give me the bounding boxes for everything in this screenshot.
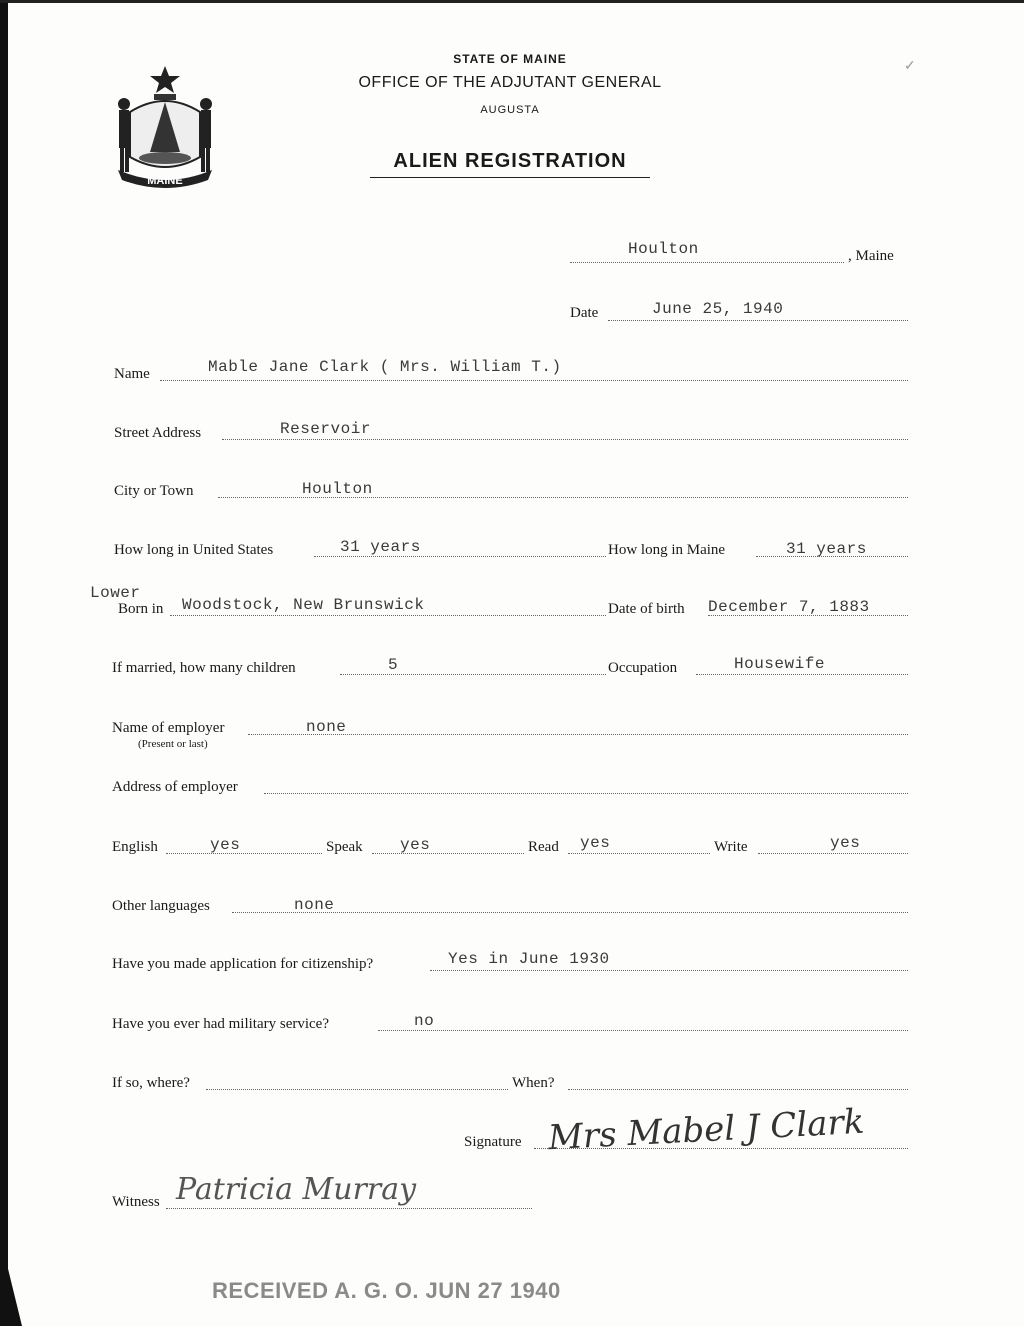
location-suffix: , Maine <box>848 248 894 264</box>
scan-corner <box>0 1236 22 1326</box>
name-value: Mable Jane Clark ( Mrs. William T.) <box>208 358 562 376</box>
english-label: English <box>112 839 158 855</box>
citizenship-label: Have you made application for citizenship? <box>112 956 374 972</box>
header-city: AUGUSTA <box>480 104 540 116</box>
employer-value: none <box>306 718 347 736</box>
maine-duration-label: How long in Maine <box>608 542 726 558</box>
born-line <box>170 615 606 616</box>
scan-top-edge <box>0 0 1024 3</box>
header-office: OFFICE OF THE ADJUTANT GENERAL <box>358 74 662 91</box>
other-languages-value: none <box>294 896 335 914</box>
children-value: 5 <box>388 656 399 674</box>
signature-label: Signature <box>464 1134 522 1150</box>
date-label: Date <box>570 305 599 321</box>
employer-label: Name of employer <box>112 720 225 736</box>
where-label: If so, where? <box>112 1075 190 1091</box>
english-line <box>166 853 322 854</box>
employer-address-label: Address of employer <box>112 779 238 795</box>
speak-line <box>372 853 524 854</box>
born-value: Woodstock, New Brunswick <box>182 596 425 614</box>
city-value: Houlton <box>302 480 373 498</box>
write-line <box>758 853 908 854</box>
dob-label: Date of birth <box>608 601 685 617</box>
speak-value: yes <box>400 836 431 854</box>
maine-duration-value: 31 years <box>786 540 867 558</box>
occupation-line <box>696 674 908 675</box>
write-label: Write <box>714 839 748 855</box>
form-title: ALIEN REGISTRATION <box>370 150 650 178</box>
other-languages-label: Other languages <box>112 898 210 914</box>
street-value: Reservoir <box>280 420 371 438</box>
location-line <box>570 262 844 263</box>
witness-line <box>166 1208 532 1209</box>
military-value: no <box>414 1012 435 1030</box>
header-state: STATE OF MAINE <box>453 52 567 66</box>
english-value: yes <box>210 836 241 854</box>
seal-banner-text: MAINE <box>147 175 183 187</box>
employer-line <box>248 734 908 735</box>
read-value: yes <box>580 834 611 852</box>
occupation-value: Housewife <box>734 655 825 673</box>
children-line <box>340 674 606 675</box>
scan-left-edge <box>0 0 8 1326</box>
witness-label: Witness <box>112 1194 160 1210</box>
us-duration-label: How long in United States <box>114 542 274 558</box>
children-label: If married, how many children <box>112 660 296 676</box>
street-line <box>222 439 908 440</box>
date-line <box>608 320 908 321</box>
date-value: June 25, 1940 <box>652 300 784 318</box>
signature-handwritten: Mrs Mabel J Clark <box>547 1101 866 1159</box>
dob-value: December 7, 1883 <box>708 598 870 616</box>
city-label: City or Town <box>114 483 194 499</box>
location-value: Houlton <box>628 240 699 258</box>
born-prefix: Lower <box>90 584 141 602</box>
name-line <box>160 380 908 381</box>
born-label: Born in <box>118 601 164 617</box>
write-value: yes <box>830 834 861 852</box>
witness-handwritten: Patricia Murray <box>176 1172 417 1207</box>
when-label: When? <box>512 1075 555 1091</box>
where-line <box>206 1089 508 1090</box>
occupation-label: Occupation <box>608 660 678 676</box>
when-line <box>568 1089 908 1090</box>
check-mark-icon: ✓ <box>904 59 916 74</box>
employer-address-line <box>264 793 908 794</box>
citizenship-line <box>430 970 908 971</box>
citizenship-value: Yes in June 1930 <box>448 950 610 968</box>
speak-label: Speak <box>326 839 363 855</box>
read-line <box>568 853 710 854</box>
military-label: Have you ever had military service? <box>112 1016 329 1032</box>
us-duration-line <box>314 556 606 557</box>
received-stamp: RECEIVED A. G. O. JUN 27 1940 <box>212 1278 561 1303</box>
employer-sublabel: (Present or last) <box>138 738 208 750</box>
read-label: Read <box>528 839 559 855</box>
name-label: Name <box>114 366 150 382</box>
us-duration-value: 31 years <box>340 538 421 556</box>
street-label: Street Address <box>114 425 202 441</box>
maine-state-seal <box>110 62 220 192</box>
military-line <box>378 1030 908 1031</box>
